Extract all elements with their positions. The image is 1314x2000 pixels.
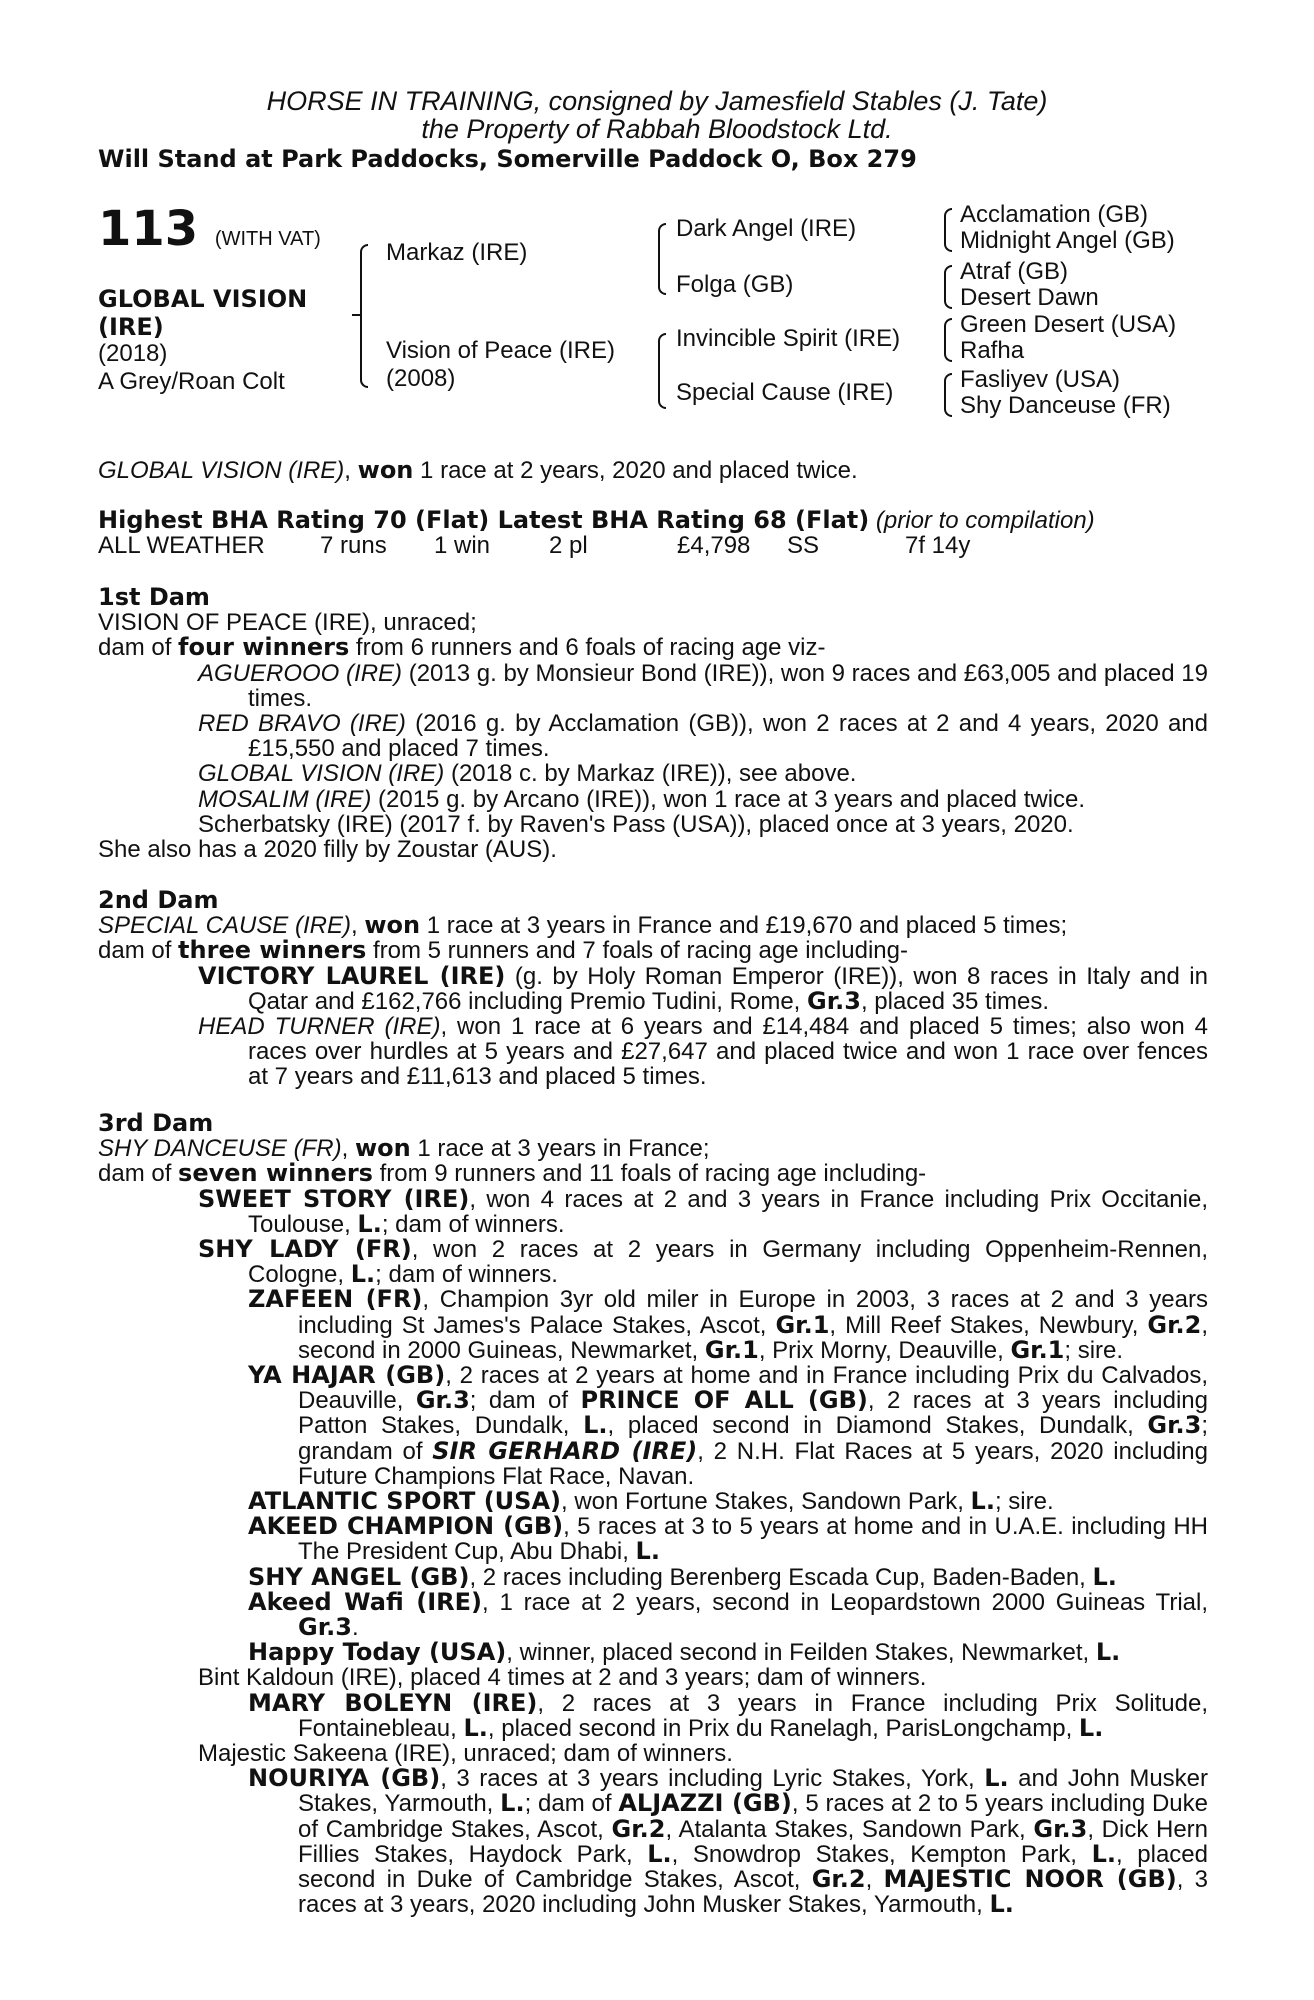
produce-entry: [98, 1363, 1208, 1489]
text-span: L.: [1092, 1562, 1117, 1591]
text-span: Happy Today (USA): [248, 1638, 507, 1667]
text-span: ZAFEEN (FR): [248, 1285, 423, 1314]
text-span: , 2 races at 3 years in France including Prix Solitude, Fontainebleau,: [298, 1689, 1208, 1742]
text-span: ,: [341, 1135, 355, 1163]
text-span: AGUEROOO (IRE): [198, 659, 403, 687]
text-span: Gr.3: [415, 1386, 470, 1415]
produce-entry: [98, 1640, 1208, 1665]
owner-line: the Property of Rabbah Bloodstock Ltd.: [421, 114, 893, 144]
lot-number: [98, 202, 321, 266]
text-span: SPECIAL CAUSE (IRE): [98, 912, 351, 940]
text-span: PRINCE OF ALL (GB): [580, 1386, 868, 1415]
text-span: L.: [989, 1890, 1014, 1919]
text-span: Gr.3: [298, 1613, 352, 1642]
runs: 7 runs: [320, 532, 387, 559]
produce-entry: [98, 1587, 1208, 1642]
text-span: , Atalanta Stakes, Sandown Park,: [665, 1815, 1034, 1843]
text-span: Gr.2: [1147, 1310, 1202, 1339]
pedigree-brace-3: [658, 333, 666, 409]
text-span: , Champion 3yr old miler in Europe in 2003, 3 races at 2 and 3 years including St James's Palace Stakes, Ascot,: [298, 1286, 1208, 1339]
produce-entry: [98, 711, 1208, 761]
gg-2: Midnight Angel (GB): [960, 227, 1175, 254]
horse-name-line2: (IRE): [98, 313, 164, 341]
second-dam-heading: 2nd Dam: [98, 886, 219, 914]
text-span: four winners: [178, 633, 350, 662]
text-span: (2018 c. by Markaz (IRE)), see above.: [444, 760, 857, 788]
text-line: [98, 1161, 1208, 1186]
text-span: L.: [1078, 1713, 1104, 1742]
horse-year: (2018): [98, 340, 168, 367]
text-span: , 2 races including Berenberg Escada Cup, Baden-Baden,: [469, 1563, 1093, 1591]
text-span: , 2 races at 2 years at home and in France including Prix du Calvados, Deauville,: [298, 1362, 1208, 1415]
text-span: L.: [357, 1209, 382, 1238]
text-span: Gr.2: [811, 1865, 866, 1894]
text-span: , placed second in Diamond Stakes, Dundalk,: [607, 1412, 1148, 1440]
distance: 7f 14y: [905, 532, 971, 559]
text-span: ; dam of: [524, 1790, 619, 1818]
produce-entry: [98, 787, 1208, 812]
text-span: (2015 g. by Arcano (IRE)), won 1 race at 3 years and placed twice.: [371, 785, 1086, 813]
sire-dam: Folga (GB): [676, 271, 794, 298]
text-span: and John Musker Stakes, Yarmouth,: [298, 1765, 1209, 1818]
text-line: [98, 1136, 1208, 1161]
produce-entry: [98, 1184, 1208, 1238]
vat-note: (WITH VAT): [214, 228, 321, 250]
text-span: , Prix Morny, Deauville,: [758, 1336, 1011, 1364]
text-span: MAJESTIC NOOR (GB): [883, 1865, 1177, 1894]
text-span: three winners: [178, 936, 367, 965]
text-span: seven winners: [178, 1159, 373, 1188]
text-span: won: [364, 911, 421, 940]
third-dam-section: [98, 1111, 1208, 1918]
gg-6: Rafha: [960, 337, 1025, 364]
text-span: (2016 g. by Acclamation (GB)), won 2 races at 2 and 4 years, 2020 and £15,550 and placed 7 times.: [248, 710, 1208, 763]
text-span: L.: [500, 1789, 525, 1818]
gg-7: Fasliyev (USA): [960, 366, 1121, 393]
text-span: L.: [635, 1537, 660, 1566]
horse-name-line1: GLOBAL VISION: [98, 285, 308, 313]
produce-entry: [98, 1287, 1208, 1363]
text-span: , Mill Reef Stakes, Newbury,: [829, 1311, 1148, 1339]
text-span: Akeed Wafi (IRE): [248, 1587, 482, 1616]
text-span: ; dam of winners.: [381, 1210, 565, 1238]
text-span: from 9 runners and 11 foals of racing age including-: [372, 1160, 927, 1188]
produce-entry: Scherbatsky (IRE) (2017 f. by Raven's Pass (USA)), placed once at 3 years, 2020.: [198, 810, 1074, 838]
text-span: L.: [350, 1260, 376, 1289]
text-span: , won 4 races at 2 and 3 years in France including Prix Occitanie, Toulouse,: [248, 1185, 1208, 1238]
text-span: , 5 races at 3 to 5 years at home and in U.A.E. including HH The President Cup, Abu Dhabi,: [298, 1513, 1208, 1566]
text-span: (prior to compilation): [875, 507, 1095, 534]
dam-year: (2008): [386, 365, 456, 392]
text-span: won: [354, 1134, 411, 1163]
text-span: SIR GERHARD (IRE): [432, 1436, 698, 1465]
text-span: , 2 N.H. Flat Races at 5 years, 2020 including Future Champions Flat Race, Navan.: [298, 1437, 1208, 1490]
text-span: Gr.1: [704, 1335, 759, 1364]
pedigree-brace-6: [944, 318, 952, 362]
text-span: won: [357, 456, 414, 484]
text-span: L.: [1095, 1638, 1121, 1667]
text-span: She also has a 2020 filly by Zoustar (AUS).: [98, 836, 557, 864]
text-span: , second in 2000 Guineas, Newmarket,: [298, 1311, 1208, 1364]
earnings: £4,798: [677, 532, 751, 559]
text-span: , 3 races at 3 years including Lyric Stakes, York,: [440, 1765, 985, 1793]
text-span: , winner, placed second in Feilden Stakes, Newmarket,: [506, 1639, 1096, 1667]
text-span: (2013 g. by Monsieur Bond (IRE)), won 9 races and £63,005 and placed 19 times.: [248, 659, 1209, 712]
text-line: [98, 635, 1208, 660]
text-span: SWEET STORY (IRE): [198, 1184, 470, 1213]
text-span: GLOBAL VISION (IRE): [98, 457, 345, 484]
produce-entry: [98, 761, 1208, 786]
text-span: RED BRAVO (IRE): [198, 710, 406, 738]
text-span: from 5 runners and 7 foals of racing age including-: [366, 937, 908, 965]
produce-entry: [98, 961, 1208, 1015]
text-span: , 1 race at 2 years, second in Leopardstown 2000 Guineas Trial,: [481, 1588, 1208, 1616]
text-span: ; grandam of: [298, 1412, 1209, 1465]
pedigree-brace-2: [658, 223, 666, 295]
produce-entry: Majestic Sakeena (IRE), unraced; dam of winners.: [198, 1740, 733, 1768]
gg-5: Green Desert (USA): [960, 311, 1177, 338]
text-span: , placed second in Prix du Ranelagh, ParisLongchamp,: [487, 1714, 1079, 1742]
wins: 1 win: [434, 532, 491, 559]
produce-entry: [98, 1489, 1208, 1514]
text-line: [98, 913, 1208, 938]
produce-entry: [98, 1014, 1208, 1090]
text-span: MARY BOLEYN (IRE): [248, 1688, 538, 1717]
text-span: 1 race at 3 years in France and £19,670 and placed 5 times;: [420, 912, 1068, 940]
text-span: ; sire.: [994, 1488, 1054, 1516]
lot-number-value: 113: [98, 201, 199, 257]
text-span: (g. by Holy Roman Emperor (IRE)), won 8 races in Italy and in Qatar and £162,766 including Premio Tudini, Rome,: [248, 962, 1208, 1015]
text-span: HEAD TURNER (IRE): [198, 1013, 441, 1041]
text-span: YA HAJAR (GB): [248, 1361, 446, 1390]
stand-location: Will Stand at Park Paddocks, Somerville Paddock O, Box 279: [98, 145, 917, 173]
text-span: , Dick Hern Fillies Stakes, Haydock Park,: [298, 1815, 1209, 1868]
text-span: GLOBAL VISION (IRE): [198, 760, 445, 788]
pedigree-brace-1-point: [352, 314, 360, 316]
text-span: Highest BHA Rating 70 (Flat) Latest BHA Rating 68 (Flat): [98, 506, 870, 534]
text-span: MOSALIM (IRE): [198, 785, 372, 813]
text-span: 1 race at 2 years, 2020 and placed twice.: [413, 457, 858, 484]
sire: Markaz (IRE): [386, 239, 528, 266]
text-span: , 2 races at 3 years including Patton Stakes, Dundalk,: [298, 1387, 1209, 1440]
text-line: [98, 938, 1208, 963]
horse-description: A Grey/Roan Colt: [98, 368, 285, 395]
text-span: 1 race at 3 years in France;: [410, 1135, 710, 1163]
text-span: ATLANTIC SPORT (USA): [248, 1487, 561, 1516]
consignor-line: HORSE IN TRAINING, consigned by Jamesfield Stables (J. Tate): [266, 86, 1048, 116]
text-span: ,: [865, 1866, 884, 1894]
text-span: L.: [463, 1713, 488, 1742]
text-span: Gr.3: [1147, 1411, 1202, 1440]
sire-sire: Dark Angel (IRE): [676, 215, 857, 242]
race-summary: GLOBAL VISION (IRE), won 1 race at 2 years, 2020 and placed twice.: [98, 456, 858, 484]
text-span: dam of: [98, 634, 179, 662]
first-dam-heading: 1st Dam: [98, 583, 210, 611]
produce-entry: [98, 1514, 1208, 1564]
gg-8: Shy Danceuse (FR): [960, 392, 1171, 419]
text-span: , won 2 races at 2 years in Germany including Oppenheim-Rennen, Cologne,: [248, 1236, 1208, 1289]
text-span: ,: [350, 912, 365, 940]
text-span: SHY LADY (FR): [198, 1235, 412, 1264]
dam-dam: Special Cause (IRE): [676, 379, 894, 406]
text-span: , won 1 race at 6 years and £14,484 and placed 5 times; also won 4 races over hurdles at 5 years and £27,647 and placed twice and won 1 race over fences at 7 years and £11,613 and placed 5 times.: [248, 1013, 1208, 1091]
text-span: L.: [984, 1764, 1009, 1793]
text-span: , 5 races at 2 to 5 years including Duke of Cambridge Stakes, Ascot,: [298, 1790, 1209, 1843]
text-span: VISION OF PEACE (IRE), unraced;: [98, 609, 477, 637]
text-span: Gr.3: [1033, 1814, 1088, 1843]
text-span: ALJAZZI (GB): [618, 1789, 792, 1818]
text-span: , placed 35 times.: [860, 987, 1050, 1015]
produce-entry: [98, 661, 1208, 711]
text-span: NOURIYA (GB): [248, 1764, 441, 1793]
produce-entry: [98, 1688, 1208, 1742]
text-span: from 6 runners and 6 foals of racing age viz-: [349, 634, 826, 662]
produce-entry: [98, 1237, 1208, 1287]
bha-ratings: [98, 508, 1208, 533]
text-span: AKEED CHAMPION (GB): [248, 1512, 564, 1541]
surface: ALL WEATHER: [98, 532, 265, 559]
text-span: .: [351, 1614, 359, 1642]
text-span: dam of: [98, 1160, 179, 1188]
gg-4: Desert Dawn: [960, 284, 1099, 311]
gg-3: Atraf (GB): [960, 258, 1069, 285]
pedigree-brace-7: [944, 373, 952, 417]
text-span: , won Fortune Stakes, Sandown Park,: [561, 1488, 971, 1516]
text-span: L.: [647, 1839, 672, 1868]
text-span: ; dam of winners.: [375, 1261, 558, 1289]
dam-sire: Invincible Spirit (IRE): [676, 325, 901, 352]
horse-name: [98, 285, 307, 341]
text-span: VICTORY LAUREL (IRE): [198, 961, 506, 990]
text-span: SHY DANCEUSE (FR): [98, 1135, 342, 1163]
text-span: , 3 races at 3 years, 2020 including John Musker Stakes, Yarmouth,: [298, 1866, 1208, 1919]
going: SS: [787, 532, 820, 559]
text-span: Gr.1: [1010, 1335, 1065, 1364]
race-record-row: [98, 533, 1208, 558]
text-span: L.: [970, 1487, 995, 1516]
text-span: Gr.3: [807, 986, 861, 1015]
text-span: , placed second in Duke of Cambridge Stakes, Ascot,: [298, 1840, 1208, 1894]
second-dam-section: [98, 888, 1208, 1090]
text-span: L.: [583, 1411, 608, 1440]
text-span: L.: [1091, 1839, 1116, 1868]
placed: 2 pl: [549, 532, 588, 559]
text-span: dam of: [98, 937, 179, 965]
text-span: Gr.2: [611, 1814, 666, 1843]
third-dam-heading: 3rd Dam: [98, 1109, 214, 1137]
pedigree-brace-4: [944, 208, 952, 252]
text-span: , Snowdrop Stakes, Kempton Park,: [671, 1840, 1092, 1868]
text-span: Gr.1: [775, 1310, 830, 1339]
first-dam-section: [98, 585, 1208, 862]
pedigree-brace-1: [360, 244, 368, 388]
text-span: ; sire.: [1064, 1336, 1124, 1364]
text-span: SHY ANGEL (GB): [248, 1562, 470, 1591]
produce-entry: Bint Kaldoun (IRE), placed 4 times at 2 and 3 years; dam of winners.: [198, 1664, 927, 1692]
produce-entry: [98, 1766, 1208, 1917]
produce-entry: [98, 1562, 1208, 1591]
gg-1: Acclamation (GB): [960, 201, 1149, 228]
pedigree-brace-5: [944, 265, 952, 309]
dam: Vision of Peace (IRE): [386, 337, 615, 364]
text-span: ; dam of: [469, 1387, 581, 1415]
